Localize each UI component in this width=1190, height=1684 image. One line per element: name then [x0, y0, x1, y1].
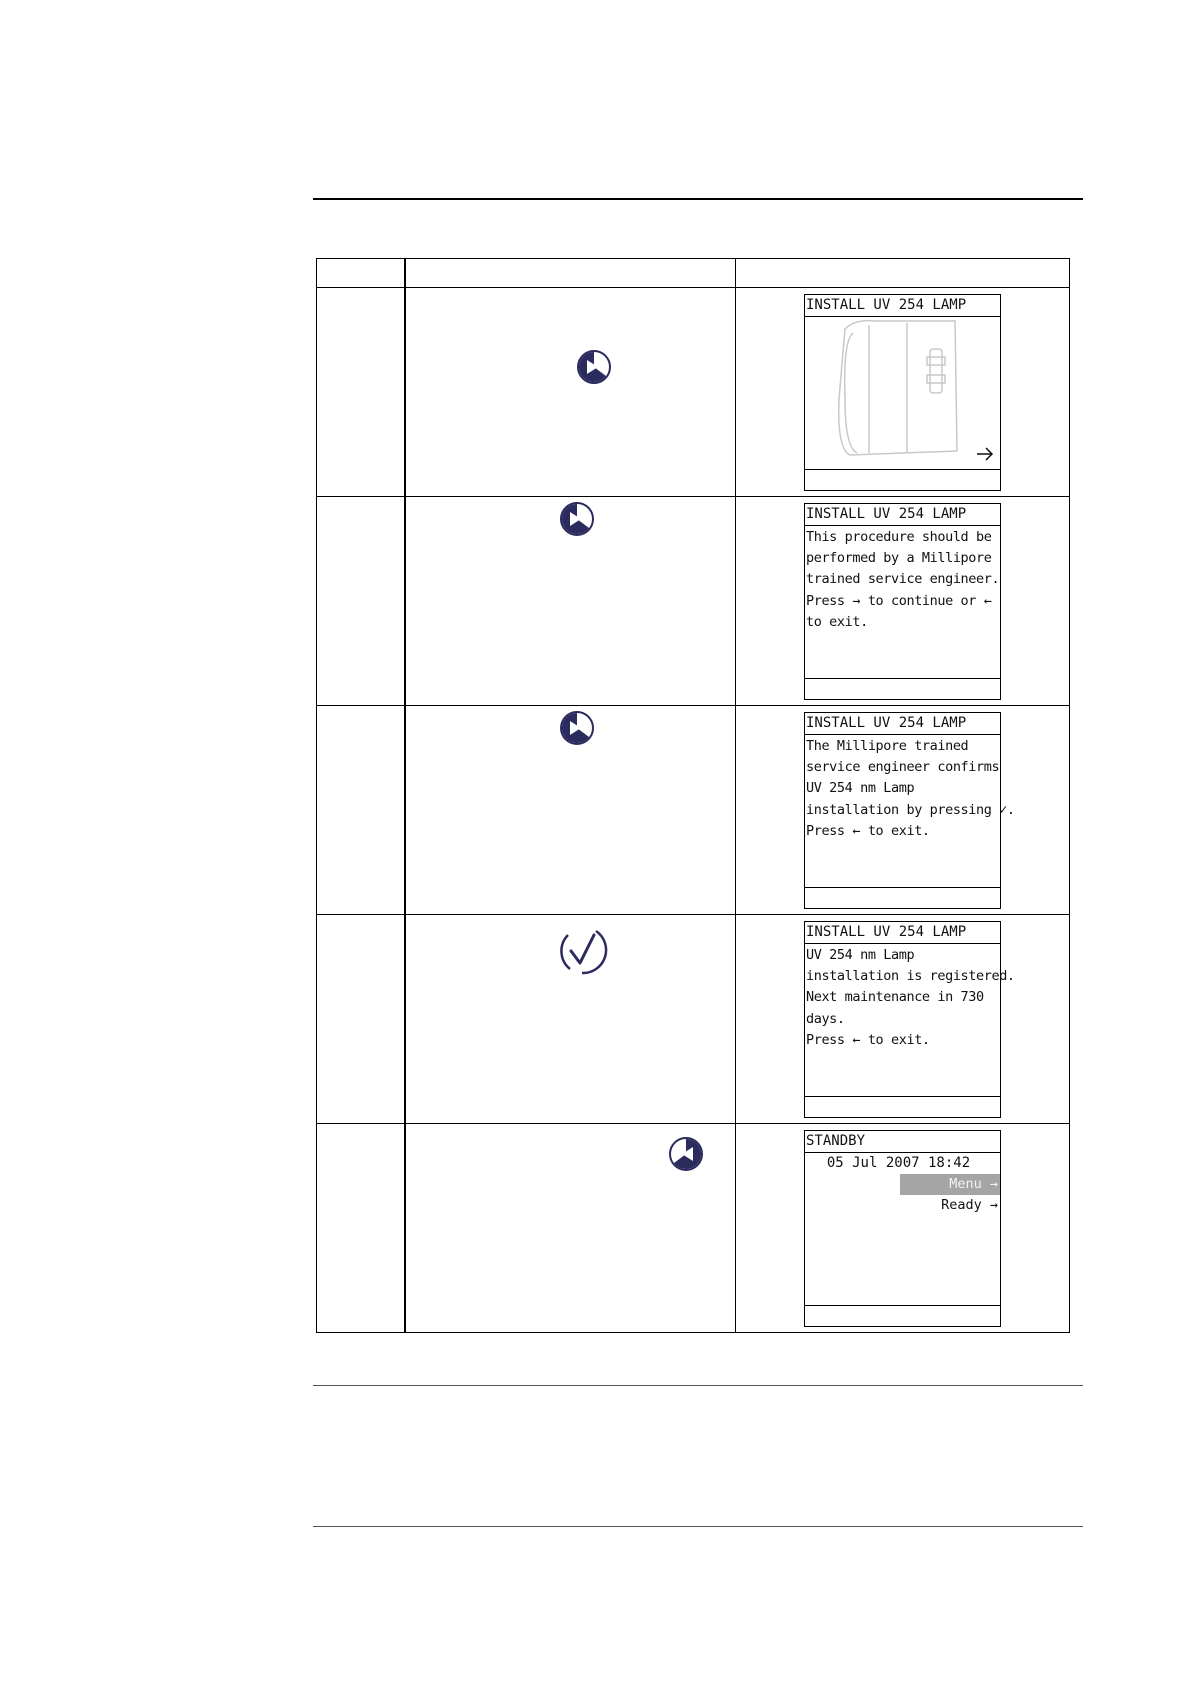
- step-number: [317, 497, 405, 706]
- step-display: [736, 288, 1070, 497]
- screen-message: UV 254 nm Lamp installation is registered. Next maintenance in 730 days. Press ← to exit.: [806, 947, 1015, 1048]
- header-rule: [313, 198, 1083, 200]
- screen-footer: [805, 1096, 1000, 1117]
- screen-footer: [805, 1305, 1000, 1326]
- right-arrow-key-icon: [559, 710, 595, 746]
- screen-title: INSTALL UV 254 LAMP: [805, 504, 1000, 526]
- check-key-icon: [556, 923, 610, 979]
- step-action: [405, 915, 736, 1124]
- screen-footer: [805, 469, 1000, 490]
- screen-date-time: 05 Jul 2007 18:42: [826, 1155, 971, 1171]
- menu-item-ready[interactable]: Ready →: [941, 1197, 998, 1213]
- table-row: [317, 288, 1070, 497]
- lcd-screen: [804, 1130, 1001, 1327]
- lcd-screen: [804, 712, 1015, 909]
- screen-message: This procedure should be performed by a Millipore trained service engineer. Press → to continue or ← to exit.: [806, 529, 1000, 630]
- screen-message: The Millipore trained service engineer confirms UV 254 nm Lamp installation by pressing ✓. Press ← to exit.: [806, 738, 1015, 839]
- step-display: [736, 1124, 1070, 1333]
- screen-title: STANDBY: [805, 1131, 1000, 1153]
- table-header-row: [317, 259, 1070, 288]
- lcd-screen: [804, 503, 1001, 700]
- screen-title: INSTALL UV 254 LAMP: [805, 713, 1000, 735]
- uv-lamp-cabinet-illustration: [835, 319, 965, 463]
- screen-title: INSTALL UV 254 LAMP: [805, 922, 1000, 944]
- screen-title: INSTALL UV 254 LAMP: [805, 295, 1000, 317]
- footer-rule: [313, 1526, 1083, 1527]
- table-row: [317, 1124, 1070, 1333]
- section-rule: [313, 1385, 1083, 1386]
- step-number: [317, 288, 405, 497]
- lcd-screen: [804, 921, 1015, 1118]
- step-number: [317, 706, 405, 915]
- step-action: [405, 706, 736, 915]
- header-display: [736, 259, 1070, 288]
- header-action: [405, 259, 736, 288]
- table-row: [317, 497, 1070, 706]
- screen-footer: [805, 678, 1000, 699]
- lcd-screen: [804, 294, 1001, 491]
- header-step: [317, 259, 405, 288]
- step-display: [736, 497, 1070, 706]
- left-arrow-key-icon: [668, 1136, 704, 1172]
- table-row: [317, 915, 1070, 1124]
- step-action: [405, 497, 736, 706]
- step-action: [405, 288, 736, 497]
- step-number: [317, 1124, 405, 1333]
- table-row: [317, 706, 1070, 915]
- procedure-table: [316, 258, 1070, 1333]
- screen-footer: [805, 887, 1000, 908]
- menu-item-menu[interactable]: Menu →: [900, 1174, 1000, 1195]
- right-arrow-key-icon: [559, 501, 595, 537]
- step-action: [405, 1124, 736, 1333]
- step-number: [317, 915, 405, 1124]
- step-display: [736, 706, 1070, 915]
- step-display: [736, 915, 1070, 1124]
- right-arrow-key-icon: [576, 349, 612, 385]
- arrow-right-icon: [976, 446, 994, 462]
